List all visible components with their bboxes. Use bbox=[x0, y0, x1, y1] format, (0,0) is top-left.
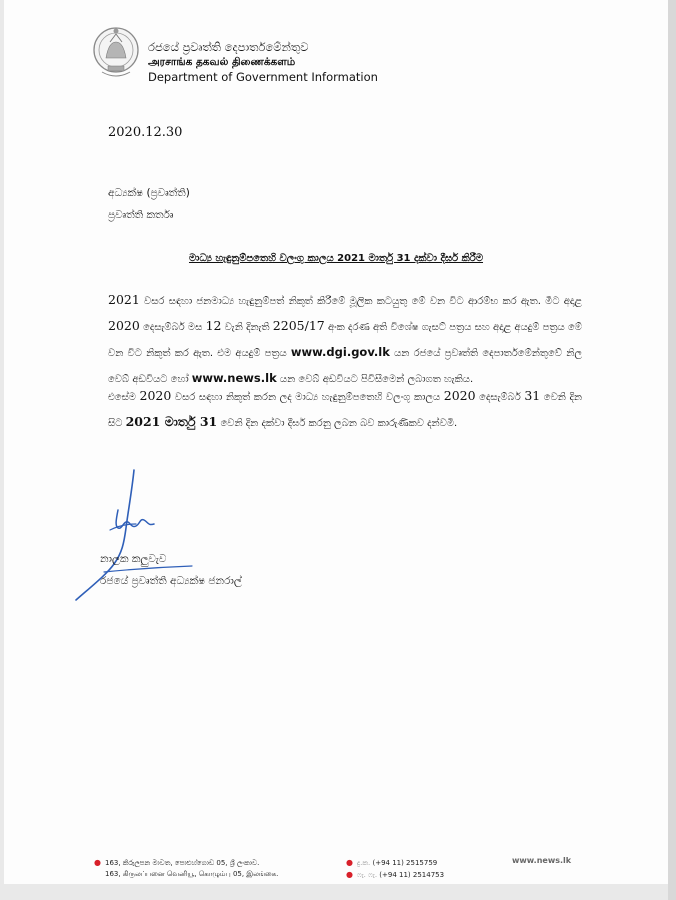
p1-text-6: යන වෙබ් අඩවියට පිවිසීමෙන් ලබාගත හැකිය. bbox=[276, 374, 474, 385]
footer-contacts bbox=[346, 857, 444, 881]
phone-label: දු.ක. bbox=[356, 859, 371, 867]
org-name-tamil: அரசாங்க தகவல் திணைக்களம் bbox=[148, 56, 296, 68]
p1-text-2: දෙසැම්බර් මස bbox=[139, 322, 206, 333]
p2-num-1: 2020 bbox=[139, 388, 172, 403]
fax-number: (+94 11) 2514753 bbox=[379, 871, 445, 879]
organization-name bbox=[148, 40, 378, 85]
p1-num-3: 12 bbox=[205, 318, 222, 333]
signatory-name: නාලක කලුවැව bbox=[100, 553, 167, 565]
letter-subject bbox=[4, 253, 668, 264]
signatory-block bbox=[100, 548, 242, 592]
p2-text-3: දෙසැම්බර් bbox=[475, 392, 525, 403]
p2-text-1: එසේම bbox=[108, 392, 140, 403]
p1-text-3: වැනි දිනැති bbox=[221, 322, 273, 333]
org-name-sinhala: රජයේ ප්‍රවෘත්ති දෙපාර්තමේන්තුව bbox=[148, 40, 309, 54]
p2-text-2: වසර සඳහා නිකුත් කරන ලද මාධ්‍ය හැඳුනුම්පතෙහි වලංගු කාලය bbox=[171, 392, 444, 403]
addressee-line-1: අධ්‍යක්ෂ (ප්‍රවෘත්ති) bbox=[108, 187, 190, 199]
footer-address-sinhala: 163, කිරුලපන මාවත, පොළුහ්ගොඩ 05, ශ්‍රී ලංකාව. bbox=[104, 859, 260, 867]
footer-website[interactable]: www.news.lk bbox=[512, 856, 572, 865]
org-name-english: Department of Government Information bbox=[148, 70, 378, 84]
p1-text-4: අංක දරණ අති විශේෂ ගැසට් පත්‍රය සහ අදාළ අයදුම් පත්‍රය මේ වන විට නිකුත් කර ඇත. එම අයදුම් පත්‍රය bbox=[108, 322, 582, 359]
body-paragraph-1 bbox=[108, 288, 582, 392]
letter-date: 2020.12.30 bbox=[108, 125, 183, 140]
fax-bullet-icon: ● bbox=[346, 870, 353, 879]
addressee-line-2: ප්‍රවෘත්ති කර්තෘ bbox=[108, 209, 174, 221]
footer-address bbox=[94, 857, 278, 880]
p2-num-2: 2020 bbox=[443, 388, 476, 403]
p1-text-1: වසර සඳහා ජනමාධ්‍ය හැඳුනුම්පත් නිකුත් කිරීමේ මූලික කටයුතු මේ වන විට ආරම්භ කර ඇත. මීට අදාළ bbox=[139, 296, 582, 307]
addressee-block bbox=[108, 182, 190, 226]
p1-num-4: 2205/17 bbox=[272, 318, 325, 333]
p2-num-3: 31 bbox=[524, 388, 541, 403]
scan-edge-shadow bbox=[668, 0, 676, 900]
subject-text: මාධ්‍ය හැඳුනුම්පතෙහි වලංගු කාලය 2021 මාර්තු 31 දක්වා දීර්ඝ කිරීම bbox=[188, 253, 484, 264]
letter-page bbox=[4, 0, 669, 884]
phone-bullet-icon: ● bbox=[346, 858, 353, 867]
signatory-title: රජයේ ප්‍රවෘත්ති අධ්‍යක්ෂ ජනරාල් bbox=[100, 575, 242, 587]
footer-bullet-icon: ● bbox=[94, 858, 101, 867]
link-dgi-gov-lk[interactable]: www.dgi.gov.lk bbox=[290, 345, 390, 359]
link-news-lk[interactable]: www.news.lk bbox=[191, 371, 277, 385]
fax-label: ෆැ. ෆැ. bbox=[356, 871, 378, 879]
p1-num-2: 2020 bbox=[108, 318, 140, 333]
footer-address-tamil: 163, கிருலப்பனை வெனியூ, கொழும்பு 05, இலங்கை. bbox=[105, 870, 279, 878]
body-paragraph-2 bbox=[108, 384, 582, 436]
p2-text-4: වෙනි දින සිට bbox=[108, 392, 583, 429]
p1-num-1: 2021 bbox=[108, 292, 140, 307]
sri-lanka-emblem-icon bbox=[92, 22, 140, 82]
p1-text-5: යන රජයේ ප්‍රවෘත්ති දෙපාර්තමේන්තුවේ නිල වෙබ් අඩවියට හෝ bbox=[108, 348, 582, 385]
p2-bold-date: 2021 මාර්තු 31 bbox=[125, 414, 218, 429]
p2-text-5: වෙනි දින දක්වා දීර්ඝ කරනු ලබන බව කාරුණිකව දන්වමි. bbox=[217, 418, 458, 429]
phone-number: (+94 11) 2515759 bbox=[372, 859, 438, 867]
